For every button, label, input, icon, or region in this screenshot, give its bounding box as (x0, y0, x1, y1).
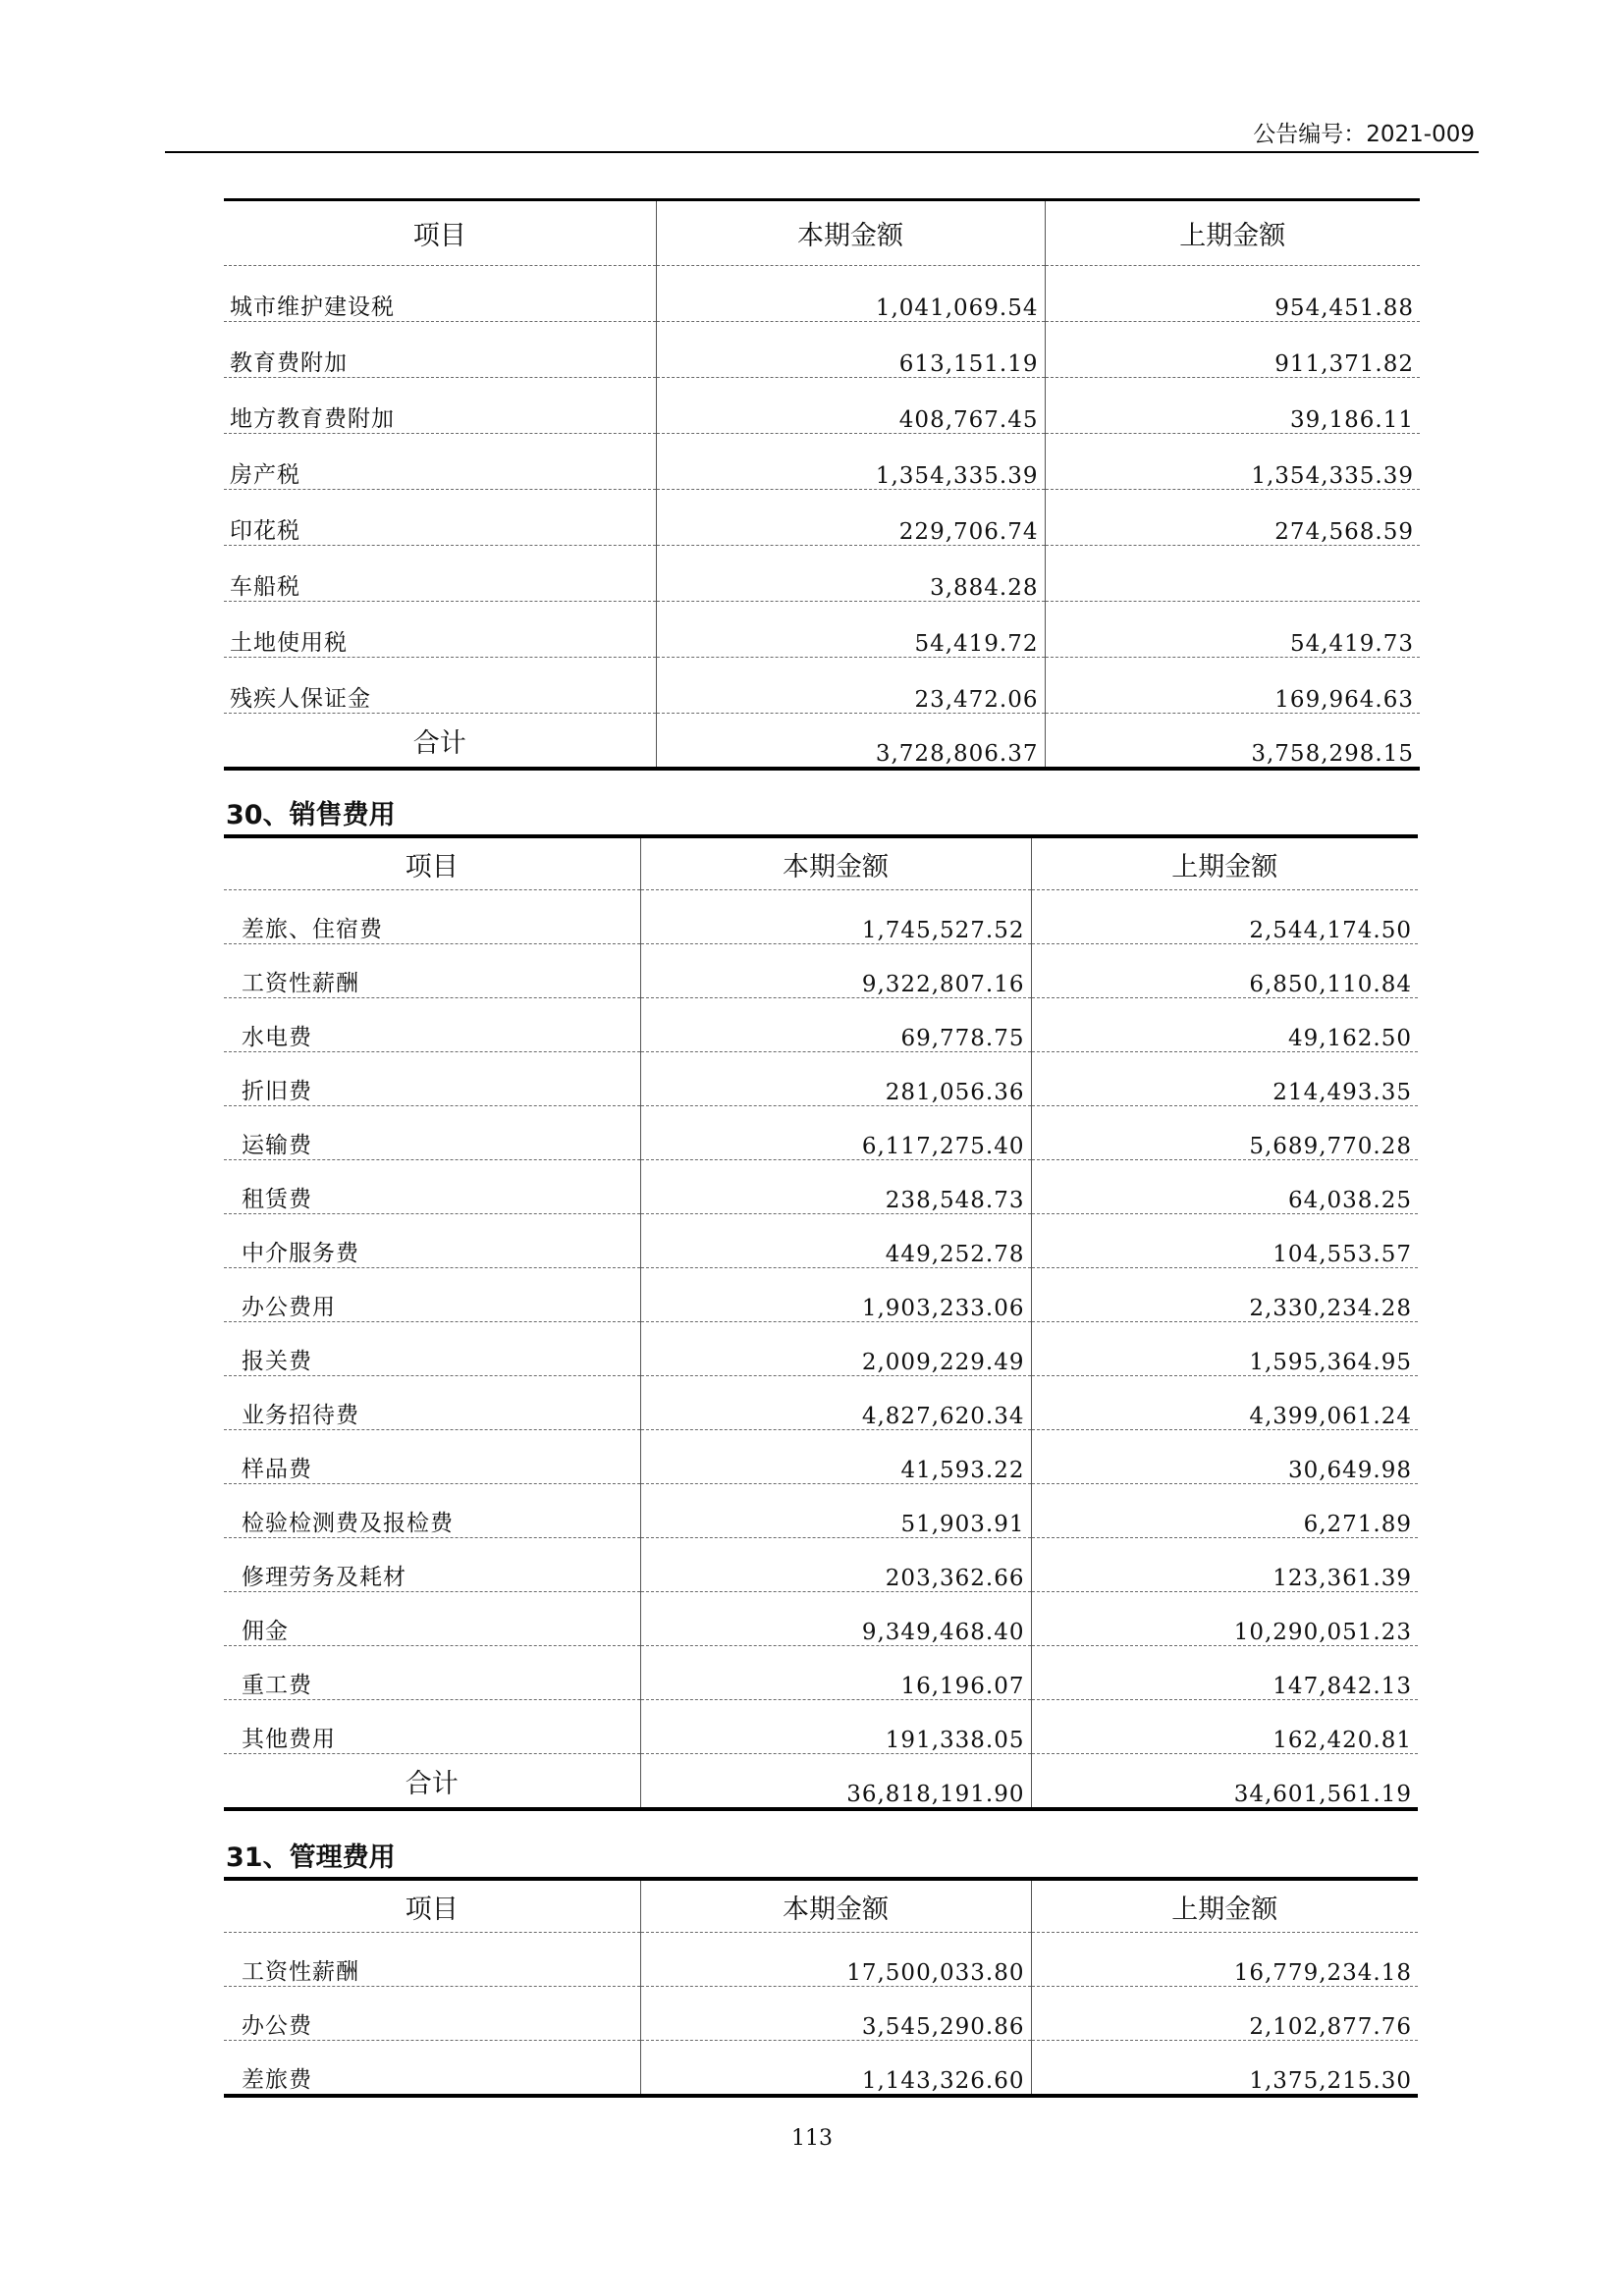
row-previous-amount: 6,271.89 (1031, 1484, 1418, 1538)
table-row (224, 998, 1418, 1052)
row-previous-amount: 123,361.39 (1031, 1538, 1418, 1592)
row-previous-amount: 1,375,215.30 (1031, 2041, 1418, 2097)
row-current-amount: 16,196.07 (640, 1646, 1031, 1700)
table-row (224, 266, 1420, 322)
selling-expenses-table (224, 834, 1418, 1811)
announcement-number: 公告编号：2021-009 (1253, 122, 1475, 147)
taxes-surcharges-table (224, 198, 1420, 771)
row-current-amount: 1,903,233.06 (640, 1268, 1031, 1322)
column-header-item: 项目 (224, 836, 640, 890)
row-item: 中介服务费 (224, 1214, 640, 1268)
row-previous-amount: 2,544,174.50 (1031, 890, 1418, 944)
table-row (224, 1268, 1418, 1322)
row-item: 工资性薪酬 (224, 944, 640, 998)
column-header-previous: 上期金额 (1031, 1879, 1418, 1933)
row-current-amount: 1,745,527.52 (640, 890, 1031, 944)
row-current-amount: 449,252.78 (640, 1214, 1031, 1268)
row-previous-amount: 162,420.81 (1031, 1700, 1418, 1754)
row-current-amount: 203,362.66 (640, 1538, 1031, 1592)
row-current-amount: 2,009,229.49 (640, 1322, 1031, 1376)
row-previous-amount: 10,290,051.23 (1031, 1592, 1418, 1646)
section-31-title: 31、管理费用 (226, 1842, 396, 1873)
table-row (224, 1160, 1418, 1214)
row-current-amount: 54,419.72 (656, 602, 1045, 658)
row-item: 差旅费 (224, 2041, 640, 2097)
table-row (224, 658, 1420, 714)
row-item: 城市维护建设税 (224, 266, 656, 322)
row-previous-amount: 16,779,234.18 (1031, 1933, 1418, 1987)
row-previous-amount: 4,399,061.24 (1031, 1376, 1418, 1430)
row-item: 教育费附加 (224, 322, 656, 378)
row-previous-amount (1045, 546, 1420, 602)
row-previous-amount: 6,850,110.84 (1031, 944, 1418, 998)
row-previous-amount: 49,162.50 (1031, 998, 1418, 1052)
table-row (224, 1052, 1418, 1106)
row-previous-amount: 30,649.98 (1031, 1430, 1418, 1484)
row-previous-amount: 39,186.11 (1045, 378, 1420, 434)
row-current-amount: 17,500,033.80 (640, 1933, 1031, 1987)
row-current-amount: 238,548.73 (640, 1160, 1031, 1214)
row-item: 运输费 (224, 1106, 640, 1160)
page-number: 113 (791, 2126, 833, 2151)
total-previous-amount: 3,758,298.15 (1045, 714, 1420, 770)
table-row (224, 1646, 1418, 1700)
table-row (224, 1322, 1418, 1376)
total-current-amount: 3,728,806.37 (656, 714, 1045, 770)
admin-expenses-table (224, 1877, 1418, 2098)
row-item: 办公费 (224, 1987, 640, 2041)
table-row (224, 1106, 1418, 1160)
table-row (224, 434, 1420, 490)
row-item: 业务招待费 (224, 1376, 640, 1430)
column-header-current: 本期金额 (656, 200, 1045, 266)
table-row (224, 944, 1418, 998)
row-current-amount: 1,143,326.60 (640, 2041, 1031, 2097)
table-row (224, 890, 1418, 944)
row-current-amount: 51,903.91 (640, 1484, 1031, 1538)
row-item: 重工费 (224, 1646, 640, 1700)
row-previous-amount: 954,451.88 (1045, 266, 1420, 322)
row-item: 租赁费 (224, 1160, 640, 1214)
row-previous-amount: 104,553.57 (1031, 1214, 1418, 1268)
row-item: 房产税 (224, 434, 656, 490)
row-previous-amount: 911,371.82 (1045, 322, 1420, 378)
row-previous-amount: 214,493.35 (1031, 1052, 1418, 1106)
total-row (224, 1754, 1418, 1810)
row-previous-amount: 147,842.13 (1031, 1646, 1418, 1700)
row-item: 水电费 (224, 998, 640, 1052)
row-current-amount: 4,827,620.34 (640, 1376, 1031, 1430)
table-row (224, 1987, 1418, 2041)
selling-expenses-body (224, 836, 1418, 1809)
row-current-amount: 3,545,290.86 (640, 1987, 1031, 2041)
column-header-previous: 上期金额 (1045, 200, 1420, 266)
row-current-amount: 3,884.28 (656, 546, 1045, 602)
row-item: 修理劳务及耗材 (224, 1538, 640, 1592)
table-header-row (224, 200, 1420, 266)
row-previous-amount: 274,568.59 (1045, 490, 1420, 546)
row-item: 佣金 (224, 1592, 640, 1646)
row-item: 车船税 (224, 546, 656, 602)
row-previous-amount: 2,102,877.76 (1031, 1987, 1418, 2041)
column-header-current: 本期金额 (640, 1879, 1031, 1933)
row-current-amount: 23,472.06 (656, 658, 1045, 714)
row-item: 样品费 (224, 1430, 640, 1484)
row-item: 其他费用 (224, 1700, 640, 1754)
row-current-amount: 69,778.75 (640, 998, 1031, 1052)
table-row (224, 1214, 1418, 1268)
row-previous-amount: 2,330,234.28 (1031, 1268, 1418, 1322)
table-row (224, 1484, 1418, 1538)
total-label: 合计 (224, 714, 656, 770)
row-current-amount: 229,706.74 (656, 490, 1045, 546)
row-item: 土地使用税 (224, 602, 656, 658)
row-previous-amount: 1,595,364.95 (1031, 1322, 1418, 1376)
total-row (224, 714, 1420, 770)
table-row (224, 1376, 1418, 1430)
column-header-current: 本期金额 (640, 836, 1031, 890)
table-row (224, 490, 1420, 546)
row-item: 残疾人保证金 (224, 658, 656, 714)
taxes-surcharges-body (224, 200, 1420, 770)
table-row (224, 1700, 1418, 1754)
total-previous-amount: 34,601,561.19 (1031, 1754, 1418, 1810)
column-header-previous: 上期金额 (1031, 836, 1418, 890)
row-current-amount: 41,593.22 (640, 1430, 1031, 1484)
row-item: 折旧费 (224, 1052, 640, 1106)
table-row (224, 1538, 1418, 1592)
table-row (224, 1933, 1418, 1987)
table-header-row (224, 836, 1418, 890)
row-item: 报关费 (224, 1322, 640, 1376)
total-label: 合计 (224, 1754, 640, 1810)
row-item: 印花税 (224, 490, 656, 546)
row-current-amount: 613,151.19 (656, 322, 1045, 378)
page-header (165, 116, 1479, 153)
row-current-amount: 281,056.36 (640, 1052, 1031, 1106)
table-row (224, 1592, 1418, 1646)
row-item: 差旅、住宿费 (224, 890, 640, 944)
row-item: 地方教育费附加 (224, 378, 656, 434)
row-item: 工资性薪酬 (224, 1933, 640, 1987)
table-header-row (224, 1879, 1418, 1933)
row-current-amount: 9,349,468.40 (640, 1592, 1031, 1646)
row-current-amount: 1,354,335.39 (656, 434, 1045, 490)
admin-expenses-body (224, 1879, 1418, 2096)
table-row (224, 602, 1420, 658)
section-30-title: 30、销售费用 (226, 800, 396, 830)
row-current-amount: 9,322,807.16 (640, 944, 1031, 998)
table-row (224, 1430, 1418, 1484)
table-row (224, 546, 1420, 602)
table-row (224, 378, 1420, 434)
column-header-item: 项目 (224, 200, 656, 266)
row-previous-amount: 54,419.73 (1045, 602, 1420, 658)
row-previous-amount: 169,964.63 (1045, 658, 1420, 714)
row-previous-amount: 64,038.25 (1031, 1160, 1418, 1214)
row-previous-amount: 5,689,770.28 (1031, 1106, 1418, 1160)
row-item: 检验检测费及报检费 (224, 1484, 640, 1538)
row-current-amount: 6,117,275.40 (640, 1106, 1031, 1160)
column-header-item: 项目 (224, 1879, 640, 1933)
row-item: 办公费用 (224, 1268, 640, 1322)
table-row (224, 2041, 1418, 2097)
total-current-amount: 36,818,191.90 (640, 1754, 1031, 1810)
row-current-amount: 191,338.05 (640, 1700, 1031, 1754)
table-row (224, 322, 1420, 378)
row-current-amount: 408,767.45 (656, 378, 1045, 434)
row-previous-amount: 1,354,335.39 (1045, 434, 1420, 490)
row-current-amount: 1,041,069.54 (656, 266, 1045, 322)
